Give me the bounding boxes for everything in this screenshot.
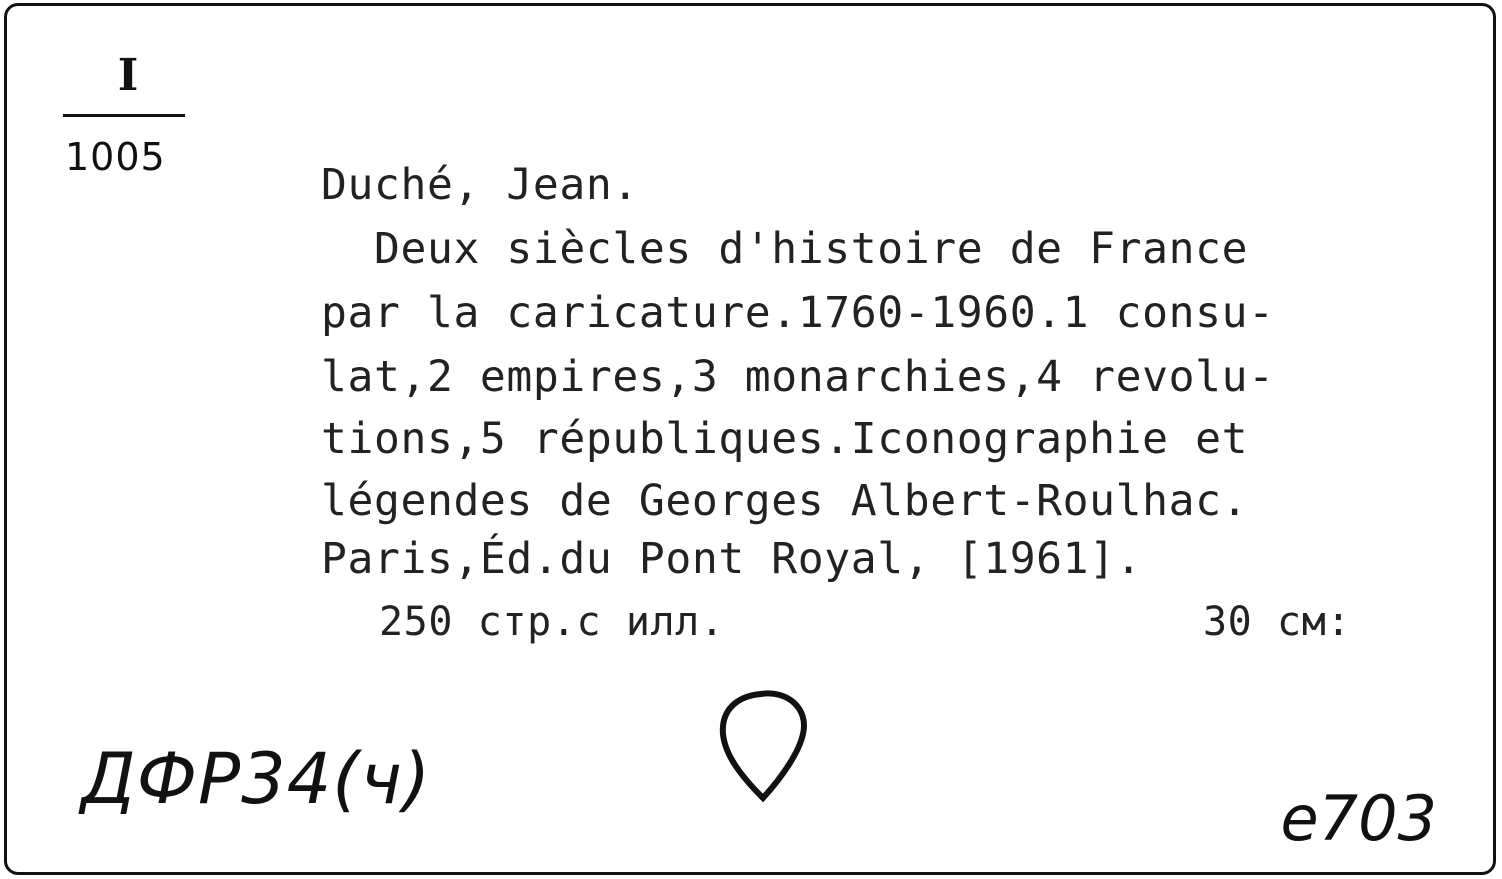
description-line: tions,5 républiques.Iconographie et [321,414,1249,464]
punch-hole-icon [713,686,813,806]
handwritten-number: e703 [1280,782,1437,855]
description-line: légendes de Georges Albert-Roulhac. [321,476,1249,526]
pages-note: 250 стр.с илл. [379,599,725,645]
shelfmark-bottom: 1005 [65,135,166,179]
description-line: Deux siècles d'histoire de France [321,224,1249,274]
shelfmark-top: I [117,50,139,101]
author-name: Duché, Jean. [321,160,639,210]
description-line: lat,2 empires,3 monarchies,4 revolu- [321,352,1275,402]
size-note: 30 см: [1203,599,1352,645]
handwritten-code: ДФР34(ч) [81,738,432,820]
catalog-card [4,3,1496,875]
description-line: par la caricature.1760-1960.1 consu- [321,288,1275,338]
shelfmark-divider [63,114,185,117]
imprint-line: Paris,Éd.du Pont Royal, [1961]. [321,534,1143,584]
